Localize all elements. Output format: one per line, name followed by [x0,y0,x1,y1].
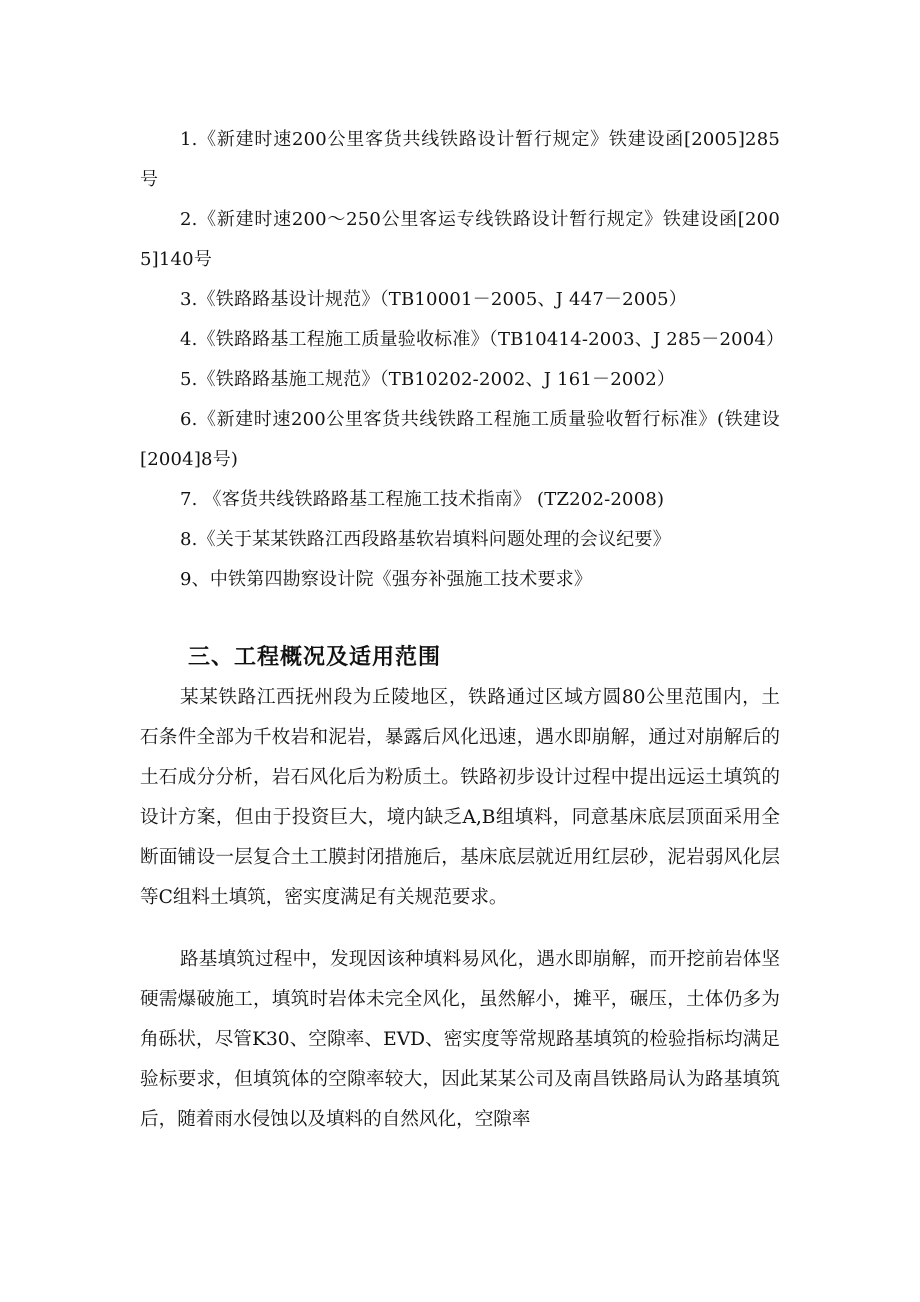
reference-item: 8.《关于某某铁路江西段路基软岩填料问题处理的会议纪要》 [180,529,671,550]
reference-item: 6.《新建时速200公里客货共线铁路工程施工质量验收暂行标准》(铁建设[2004]8号) [140,409,780,470]
reference-item: 1.《新建时速200公里客货共线铁路设计暂行规定》铁建设函[2005]285号 [140,129,780,190]
reference-item: 2.《新建时速200～250公里客运专线铁路设计暂行规定》铁建设函[2005]140号 [140,209,780,270]
body-paragraph: 路基填筑过程中，发现因该种填料易风化，遇水即崩解，而开挖前岩体坚硬需爆破施工，填筑时岩体未完全风化，虽然解小，摊平，碾压，土体仍多为角砾状，尽管K30、空隙率、EVD、密实度等常规路基填筑的检验指标均满足验标要求，但填筑体的空隙率较大，因此某某公司及南昌铁路局认为路基填筑后，随着雨水侵蚀以及填料的自然风化，空隙率 [140,949,780,1130]
reference-item: 7. 《客货共线铁路路基工程施工技术指南》 (TZ202-2008) [180,489,665,510]
reference-item: 9、中铁第四勘察设计院《强夯补强施工技术要求》 [180,569,593,590]
reference-list [140,120,785,600]
reference-item: 4.《铁路路基工程施工质量验收标准》（TB10414-2003、J 285－2004） [180,329,785,350]
section-heading: 三、工程概况及适用范围 [188,645,442,670]
reference-item: 5.《铁路路基施工规范》（TB10202-2002、J 161－2002） [180,369,676,390]
section-body [140,678,780,1140]
body-paragraph: 某某铁路江西抚州段为丘陵地区，铁路通过区域方圆80公里范围内，土石条件全部为千枚岩和泥岩，暴露后风化迅速，遇水即崩解，通过对崩解后的土石成分分析，岩石风化后为粉质土。铁路初步设计过程中提出远运土填筑的设计方案，但由于投资巨大，境内缺乏A,B组填料，同意基床底层顶面采用全断面铺设一层复合土工膜封闭措施后，基床底层就近用红层砂，泥岩弱风化层等C组料土填筑，密实度满足有关规范要求。 [140,687,780,908]
reference-item: 3.《铁路路基设计规范》（TB10001－2005、J 447－2005） [180,289,687,310]
